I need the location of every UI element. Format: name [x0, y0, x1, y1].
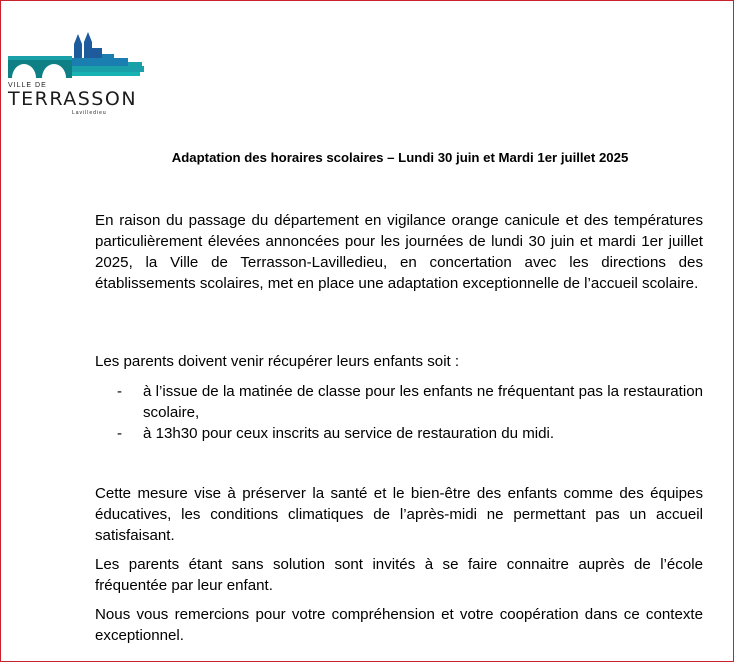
- list-item: [95, 381, 703, 423]
- paragraph-intro: En raison du passage du département en vigilance orange canicule et des températures particulièrement élevées annoncées pour les journées de lundi 30 juin et mardi 1er juillet 2025, la Ville de Terrasson-Lavilledieu, en concertation avec les directions des établissements scolaires, met en place une adaptation exceptionnelle de l’accueil scolaire.: [95, 212, 703, 292]
- list-item: [95, 423, 703, 444]
- logo-small-text: VILLE DE: [8, 82, 47, 89]
- paragraph-parents: Les parents doivent venir récupérer leurs enfants soit :: [95, 353, 460, 370]
- paragraph-thanks: Nous vous remercions pour votre compréhension et votre coopération dans ce contexte exceptionnel.: [95, 606, 703, 644]
- list-item-text: à l’issue de la matinée de classe pour les enfants ne fréquentant pas la restauration scolaire,: [143, 383, 703, 421]
- logo-sub-text: Lavilledieu: [72, 110, 107, 116]
- logo-main-text: TERRASSON: [8, 88, 138, 110]
- logo-graphic: [8, 30, 148, 82]
- list-bullet: -: [117, 425, 123, 442]
- terrasson-logo: [8, 30, 148, 120]
- paragraph-no-solution: Les parents étant sans solution sont invités à se faire connaitre auprès de l’école fréquentée par leur enfant.: [95, 556, 703, 594]
- paragraph-measure: Cette mesure vise à préserver la santé et le bien-être des enfants comme des équipes éducatives, les conditions climatiques de l’après-midi ne permettant pas un accueil satisfaisant.: [95, 485, 703, 544]
- page-title: Adaptation des horaires scolaires – Lundi 30 juin et Mardi 1er juillet 2025: [171, 150, 629, 165]
- list-bullet: -: [117, 383, 123, 400]
- list-item-text: à 13h30 pour ceux inscrits au service de restauration du midi.: [143, 425, 555, 442]
- pickup-options-list: [95, 381, 703, 444]
